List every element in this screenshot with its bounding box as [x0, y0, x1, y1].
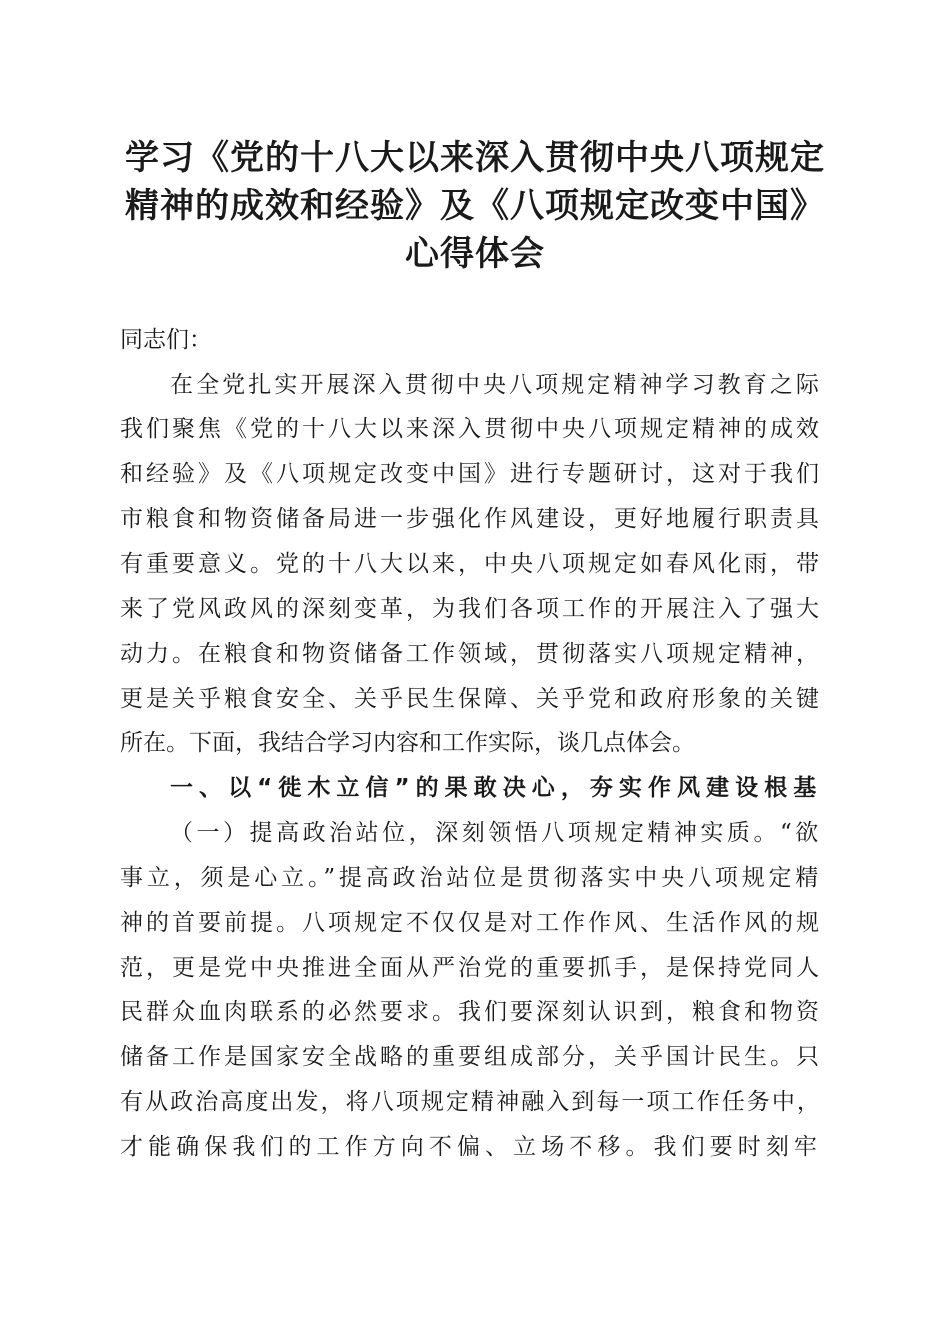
document-title	[100, 134, 850, 278]
paragraph1-line: 更是关乎粮食安全、关乎民生保障、关乎党和政府形象的关键	[120, 686, 822, 712]
paragraph2-line: 民群众血肉联系的必然要求。我们要深刻认识到，粮食和物资	[120, 999, 822, 1025]
paragraph2-line: 事立，须是心立。”提高政治站位是贯彻落实中央八项规定精	[120, 865, 823, 891]
paragraph1-line: 有重要意义。党的十八大以来，中央八项规定如春风化雨，带	[120, 551, 822, 577]
paragraph1-line: 在全党扎实开展深入贯彻中央八项规定精神学习教育之际	[170, 372, 822, 398]
paragraph2-line: 神的首要前提。八项规定不仅仅是对工作作风、生活作风的规	[120, 910, 822, 936]
paragraph2-line: 才能确保我们的工作方向不偏、立场不移。我们要时刻牢	[120, 1134, 822, 1160]
paragraph1-line: 来了党风政风的深刻变革，为我们各项工作的开展注入了强大	[120, 596, 822, 622]
paragraph2-line: 有从政治高度出发，将八项规定精神融入到每一项工作任务中，	[120, 1089, 822, 1115]
paragraph2-line: 范，更是党中央推进全面从严治党的重要抓手，是保持党同人	[120, 955, 822, 981]
paragraph2-line: （一）提高政治站位，深刻领悟八项规定精神实质。“欲	[170, 820, 822, 846]
paragraph2-line: 储备工作是国家安全战略的重要组成部分，关乎国计民生。只	[120, 1044, 822, 1070]
title-line-1: 学习《党的十八大以来深入贯彻中央八项规定	[125, 138, 825, 178]
title-line-2: 精神的成效和经验》及《八项规定改变中国》	[125, 186, 825, 226]
paragraph1-line: 和经验》及《八项规定改变中国》进行专题研讨，这对于我们	[120, 461, 822, 487]
paragraph1-line: 动力。在粮食和物资储备工作领域，贯彻落实八项规定精神，	[120, 641, 822, 667]
paragraph1-line: 市粮食和物资储备局进一步强化作风建设，更好地履行职责具	[120, 506, 822, 532]
section-heading: 一、以“徙木立信”的果敢决心，夯实作风建设根基	[170, 775, 823, 801]
title-line-3: 心得体会	[405, 234, 545, 274]
paragraph1-line: 我们聚焦《党的十八大以来深入贯彻中央八项规定精神的成效	[120, 416, 822, 442]
salutation: 同志们：	[120, 327, 212, 353]
paragraph1-line: 所在。下面，我结合学习内容和工作实际，谈几点体会。	[120, 730, 695, 756]
